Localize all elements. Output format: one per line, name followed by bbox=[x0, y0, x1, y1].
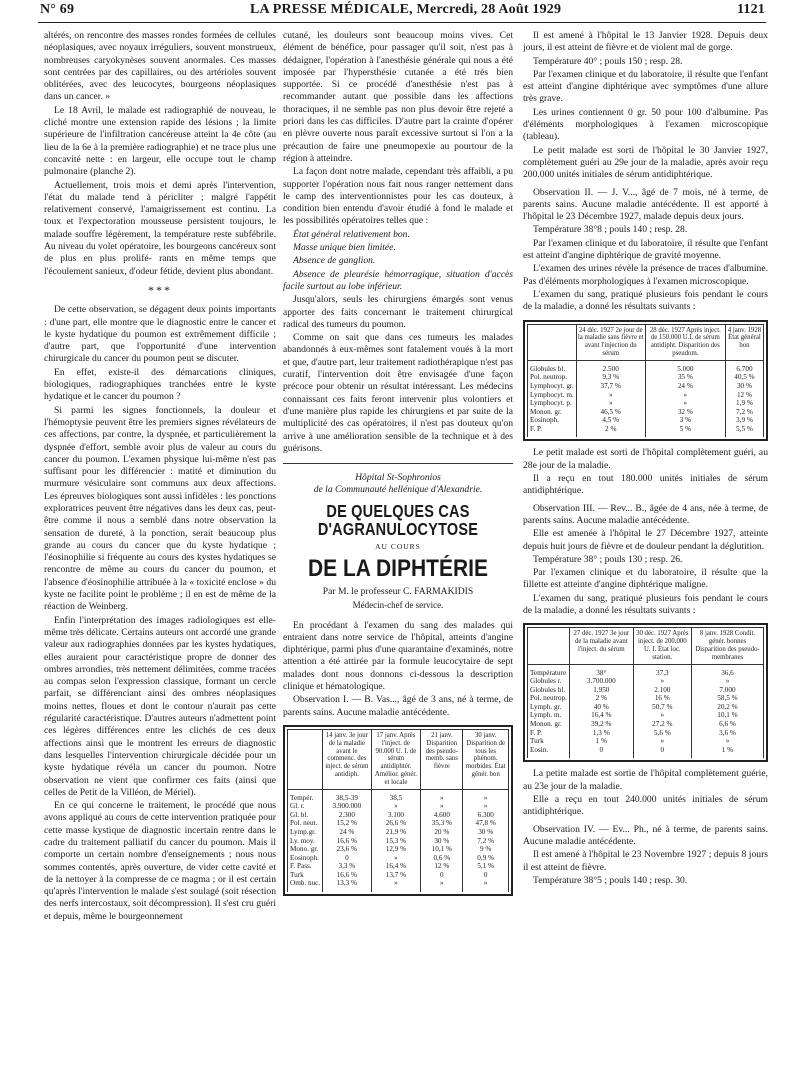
table-cell: 47,8 % bbox=[463, 819, 509, 828]
author-role: Médecin-chef de service. bbox=[352, 600, 444, 611]
table-row bbox=[528, 664, 764, 677]
table-cell: 40 % bbox=[569, 703, 633, 712]
paragraph: La façon dont notre malade, cependant très affaibli, a pu supporter l'opération nous fait nous ranger nettement dans le camp des interventionnistes pour les cas douteux, à condition bien entendu d'avoir étudié à fond le malade et les possibilités opératoires telles que : bbox=[283, 166, 513, 227]
table-cell: 4,5 % bbox=[576, 416, 645, 425]
paragraph: Actuellement, trois mois et demi après l'intervention, l'état du malade tend à péricliter ; malgré l'appétit relativement conservé, l'amaigrissement est continu. La toux et l'expectoration mousseuse persistent toujours, le malade souffre légèrement, la température reste subfébrile. Au niveau du volet opératoire, les bourgeons cancéreux sont de plus en plus prolifé- rants en même temps que l'écoulement sanieux, d'odeur fétide, devient plus abondant. bbox=[44, 179, 276, 277]
table-row bbox=[528, 408, 764, 417]
paragraph: Par l'examen clinique et du laboratoire, il résulte que l'enfant est atteint d'angine diphtérique de gravité moyenne. bbox=[523, 237, 768, 262]
hospital-community: de la Communauté hellénique d'Alexandrie. bbox=[313, 484, 483, 496]
table-row bbox=[528, 694, 764, 703]
table-cell: Turk bbox=[528, 737, 570, 746]
paragraph: Il est amené à l'hôpital le 23 Novembre 1927 ; depuis 8 jours il est atteint de fièvre. bbox=[523, 849, 768, 873]
paragraph: Les urines contiennent 0 gr. 50 pour 100 d'albumine. Pas d'éléments morphologiques à l'examen microscopique (tableau). bbox=[523, 106, 768, 143]
table-cell: Tempér. bbox=[288, 789, 323, 802]
table-header-cell bbox=[528, 628, 570, 664]
blood-table-1 bbox=[283, 725, 513, 896]
table-row bbox=[288, 819, 509, 828]
table-cell: Lymph. m. bbox=[528, 711, 570, 720]
table-cell: 35 % bbox=[645, 373, 725, 382]
list-item: Absence de pleurésie hémorragique, situation d'accès facile surtout au lobe inférieur. bbox=[283, 268, 513, 292]
table-cell: 0 bbox=[323, 854, 371, 863]
table-cell: Ly. moy. bbox=[288, 837, 323, 846]
table-row bbox=[288, 837, 509, 846]
table-row bbox=[288, 828, 509, 837]
table-header-cell: 14 janv. 3e jour de la maladie avant le commenc. des inject. de sérum antidiph. bbox=[323, 729, 371, 789]
table-cell: 1,9 % bbox=[725, 399, 763, 408]
table-cell: 0 bbox=[569, 746, 633, 759]
table-cell: » bbox=[691, 737, 763, 746]
table-cell: 21,9 % bbox=[371, 828, 421, 837]
table-row bbox=[288, 845, 509, 854]
article-title-line-1: DE QUELQUES CAS D'AGRANULOCYTOSE bbox=[317, 502, 479, 540]
table-cell: » bbox=[691, 677, 763, 686]
table-cell: Pol. neut. bbox=[288, 819, 323, 828]
table-cell: 5,6 % bbox=[633, 729, 691, 738]
paragraph: De cette observation, se dégagent deux points importants : d'une part, elle montre que le diagnostic entre le cancer et le kyste hydatique du poumon est extrêmement difficile ; d'autre part, que l'opportunité d'une intervention chirurgicale du cancer du poumon peut se discuter. bbox=[44, 304, 276, 365]
paragraph: L'examen des urines révèle la présence de traces d'albumine. Pas d'éléments morphologiques à l'examen microscopique. bbox=[523, 263, 768, 287]
paragraph: L'examen du sang, pratiqué plusieurs fois pendant le cours de la maladie, a donné les résultats suivants : bbox=[523, 288, 768, 313]
paragraph: Température 40° ; pouls 150 ; resp. 28. bbox=[533, 55, 683, 67]
page-number: 1121 bbox=[736, 2, 765, 17]
table-cell: 24 % bbox=[645, 382, 725, 391]
table-cell: » bbox=[645, 399, 725, 408]
table-cell: Lymphocyt. p. bbox=[528, 399, 577, 408]
table-cell: » bbox=[421, 879, 463, 892]
table-cell: 20,2 % bbox=[691, 703, 763, 712]
table-cell: 30 % bbox=[725, 382, 763, 391]
article-title-line-3: DE LA DIPHTÉRIE bbox=[307, 555, 489, 582]
table-cell: 6.700 bbox=[725, 360, 763, 373]
table-row bbox=[528, 399, 764, 408]
table-row bbox=[528, 720, 764, 729]
table-header-row bbox=[288, 729, 509, 789]
table-cell: 27,2 % bbox=[633, 720, 691, 729]
table-header-row bbox=[528, 628, 764, 664]
table-row bbox=[528, 729, 764, 738]
article-title-line-2: AU COURS bbox=[375, 541, 421, 551]
paragraph: En effet, existe-il des démarcations cliniques, biologiques, radiographiques tranchées entre le kyste hydatique et le cancer du poumon ? bbox=[44, 366, 276, 403]
table-cell: » bbox=[371, 854, 421, 863]
table-cell: » bbox=[633, 677, 691, 686]
table-cell: 3.100 bbox=[371, 811, 421, 820]
header-rule bbox=[38, 22, 766, 23]
paragraph: En procédant à l'examen du sang des malades qui entraient dans notre service de l'hôpital, atteints d'angine diphtérique, parmi plus d'une quarantaine d'examinés, notre attention a été attirée par la formule leucocytaire de sept malades dont nous donnons ci-dessous la description clinique et hématologique. bbox=[283, 619, 513, 693]
table-row bbox=[528, 391, 764, 400]
table-cell: 38,5-39 bbox=[323, 789, 371, 802]
observation-heading: Observation I. — B. Vas..., âgé de 3 ans, né à terme, de parents sains. Aucune maladie antécédente. bbox=[283, 694, 513, 718]
article-author: Par M. le professeur C. FARMAKIDIS bbox=[322, 585, 474, 597]
table-cell: 30 % bbox=[421, 837, 463, 846]
paragraph: Par l'examen clinique et du laboratoire, il résulte que l'enfant est atteint d'angine diphtérique avec symptômes d'une allure très grave. bbox=[523, 68, 768, 105]
paragraph: Comme on sait que dans ces tumeurs les malades abandonnés à eux-mêmes sont fatalement voués à la mort et que, d'autre part, leur traitement radiothérapique n'est pas curatif, l'intervention doit être envisagée d'une façon précoce pour obtenir un résultat intéressant. Les médecins connaissant ces faits feront intervenir plus volontiers et d'une manière plus rapide les chirurgiens et par suite de la multiplicité des cas opératoires, il n'est pas douteux qu'on arrive à une amélioration sensible de la technique et à des guérisons. bbox=[283, 332, 513, 454]
table-cell: 3.700.000 bbox=[569, 677, 633, 686]
table-cell: Omb. nuc. bbox=[288, 879, 323, 892]
table-cell: 36,6 bbox=[691, 664, 763, 677]
table-cell: 2 % bbox=[576, 425, 645, 438]
table-cell: 1.950 bbox=[569, 686, 633, 695]
blood-table-3 bbox=[523, 623, 768, 762]
observation-heading: Observation II. — J. V..., âgé de 7 mois, né à terme, de parents sains. Aucune maladie antécédente. Il est apporté à l'hôpital le 23 Décembre 1927, malade depuis deux jours. bbox=[523, 186, 768, 223]
table-cell: 50,7 % bbox=[633, 703, 691, 712]
table-cell: 1 % bbox=[691, 746, 763, 759]
paragraph: En ce qui concerne le traitement, le procédé que nous avons appliqué au cours de cette intervention pratiquée pour cette masse kystique de diagnostic incertain rentre dans le cadre du traitement palliatif du cancer du poumon. Mais il comporte un certain nombre d'enseignements ; nous nous sommes contentés, après ouverture, de vider cette cavité et de la nettoyer à la compresse de ce magma ; or il est certain qu'après l'intervention le malade s'est soulagé (soit résection des nerfs intercostaux, soit décompression). Il s'est cru guéri et depuis, même le bourgeonnement bbox=[44, 800, 276, 922]
table-cell: 1 % bbox=[569, 737, 633, 746]
table-cell: 5 % bbox=[645, 425, 725, 438]
table-cell: » bbox=[576, 399, 645, 408]
table-row bbox=[288, 854, 509, 863]
table-cell: 6.300 bbox=[463, 811, 509, 820]
separator bbox=[283, 463, 513, 464]
paragraph: Il a reçu en tout 180.000 unités initiales de sérum antidiphtérique. bbox=[523, 473, 768, 497]
table-cell: 12 % bbox=[421, 862, 463, 871]
table-cell: 7.000 bbox=[691, 686, 763, 695]
table-cell: 1,3 % bbox=[569, 729, 633, 738]
table-cell: » bbox=[633, 737, 691, 746]
table-cell: 16,6 % bbox=[323, 837, 371, 846]
table-header-cell: 30 janv. Disparition de tous les phénom. morbides. État génér. bon bbox=[463, 729, 509, 789]
table-cell: 16,4 % bbox=[569, 711, 633, 720]
table-cell: 9,3 % bbox=[576, 373, 645, 382]
table-cell: 6,6 % bbox=[691, 720, 763, 729]
table-cell: 38,5 bbox=[371, 789, 421, 802]
table-cell: 0 bbox=[463, 871, 509, 880]
table-cell: 0 bbox=[633, 746, 691, 759]
table-cell: F. P. bbox=[528, 729, 570, 738]
list-item: État général relativement bon. bbox=[293, 228, 410, 240]
table-row bbox=[528, 382, 764, 391]
table-row bbox=[528, 677, 764, 686]
table-cell: 35,3 % bbox=[421, 819, 463, 828]
table-cell: 37,7 % bbox=[576, 382, 645, 391]
table-cell: Gl. r. bbox=[288, 802, 323, 811]
paragraph: Enfin l'interprétation des images radiologiques est elle-même très délicate. Certains auteurs ont accordé une grande valeur aux radiographies données par les kystes hydatiques, elles auraient pour caractéristique propre de donner des ombres arrondies, très nettement délimitées, comme tracées au compas selon l'expression classique, formant un cercle parfait, se différenciant ainsi des ombres néoplasiques moins nettes, floues et dont le contour n'aurait pas cette régularité caractéristique. D'autres auteurs n'admettent point ces légères différences entre les clichés de ces deux affections ainsi que le montrent les erreurs de diagnostic dans lesquelles l'intervention chirurgicale décidée pour un kyste hydatique révéla un cancer du poumon. Notre observation ne vient que confirmer ces faits (ainsi que celles de Petit de la Villéon, de Mériel). bbox=[44, 614, 276, 798]
table-cell: 16,6 % bbox=[323, 871, 371, 880]
table-cell: » bbox=[371, 879, 421, 892]
paragraph: Température 38°8 ; pouls 140 ; resp. 28. bbox=[533, 224, 688, 236]
table-cell: » bbox=[645, 391, 725, 400]
table-cell: » bbox=[463, 802, 509, 811]
table-row bbox=[288, 789, 509, 802]
paragraph: Il est amené à l'hôpital le 13 Janvier 1928. Depuis deux jours, il est atteint de fièvre et de violent mal de gorge. bbox=[523, 30, 768, 54]
table-cell: 37,3 bbox=[633, 664, 691, 677]
table-header-cell: 17 janv. Après l'inject. de 90.000 U. I. de sérum antidiphtér. Amélior. génér. et locale bbox=[371, 729, 421, 789]
table-cell: 2.300 bbox=[323, 811, 371, 820]
paragraph: Si parmi les signes fonctionnels, la douleur et l'hémoptysie peuvent être les premiers signes révélateurs de ces affections, par contre, la dyspnée, et particulièrement la dyspnée d'effort, semble avoir plus de valeur au cours du cancer du poumon. L'examen physique lui-même n'est pas suffisant pour les différencier : matité et diminution du murmure vésiculaire sont communs aux deux affections. Les épreuves biologiques sont aussi infidèles : les ponctions exploratrices peuvent être négatives dans les deux cas, peut-être comme il nous a semblé dans notre observation la sensation de dureté, à la ponction, serait beaucoup plus grande au cours du cancer que du kyste hydatique ; l'éosinophilie si fréquente au cours des kystes hydatiques se rencontre de même au cours du cancer du poumon, et l'absence d'éosinophilie attribuée à la « toxicité enclose » du kyste ne facilite point le problème ; il en est de même de la réaction de Weinberg. bbox=[44, 404, 276, 613]
table-row bbox=[288, 802, 509, 811]
table-row bbox=[528, 416, 764, 425]
table-cell: Turk bbox=[288, 871, 323, 880]
table-cell: » bbox=[421, 802, 463, 811]
table-row bbox=[288, 862, 509, 871]
table-cell: 30 % bbox=[463, 828, 509, 837]
table-cell: 58,5 % bbox=[691, 694, 763, 703]
table-cell: 3 % bbox=[645, 416, 725, 425]
table-header-cell: 24 déc. 1927 2e jour de la maladie sans fièvre et avant l'injection du sérum bbox=[576, 324, 645, 360]
blood-table-2 bbox=[523, 320, 768, 442]
table-header-cell: 4 janv. 1928 État général bon bbox=[725, 324, 763, 360]
paragraph: Elle a reçu en tout 240.000 unités initiales de sérum antidiphtérique. bbox=[523, 794, 768, 818]
table-cell: 0 bbox=[421, 871, 463, 880]
table-cell: Eosinoph. bbox=[288, 854, 323, 863]
column-3 bbox=[523, 30, 768, 1074]
table-cell: » bbox=[371, 802, 421, 811]
table-cell: 0,9 % bbox=[463, 854, 509, 863]
observation-heading: Observation IV. — Ev... Ph., né à terme, de parents sains. Aucune maladie antécédente. bbox=[523, 823, 768, 847]
table-row bbox=[528, 360, 764, 373]
table-row bbox=[288, 879, 509, 892]
table-cell: 3.900.000 bbox=[323, 802, 371, 811]
table-header-cell: 8 janv. 1928 Condit. génér. bonnes Disparition des pseudo-membranes bbox=[691, 628, 763, 664]
table-cell: 5.000 bbox=[645, 360, 725, 373]
table-cell: 15,3 % bbox=[371, 837, 421, 846]
table-cell: Monon. gr. bbox=[528, 408, 577, 417]
table-cell: 23,6 % bbox=[323, 845, 371, 854]
table-cell: 46,5 % bbox=[576, 408, 645, 417]
table-cell: Eosin. bbox=[528, 746, 570, 759]
table-cell: 9 % bbox=[463, 845, 509, 854]
table-cell: 32 % bbox=[645, 408, 725, 417]
paragraph: La petite malade est sortie de l'hôpital complètement guérie, au 23e jour de la maladie. bbox=[523, 768, 768, 792]
paragraph: Elle est amenée à l'hôpital le 27 Décembre 1927, atteinte depuis huit jours de fièvre et de douleur pendant la déglutition. bbox=[523, 528, 768, 552]
paragraph: Par l'examen clinique et du laboratoire, il résulte que la fillette est atteinte d'angine diphtérique maligne. bbox=[523, 567, 768, 591]
paragraph: altérés, on rencontre des masses rondes formées de cellules néoplasiques, avec noyaux irréguliers, souvent monstrueux, nombreuses caryokynèses souvent anormales. Ces masses sont centrées par des capillaires, ou des artérioles souvent oblitérées, avec des leucocytes, bourgeons néoplasiques dans un cancer. » bbox=[44, 30, 276, 103]
journal-title: LA PRESSE MÉDICALE, Mercredi, 28 Août 1929 bbox=[249, 2, 562, 17]
observation-heading: Observation III. — Rev... B., âgée de 4 ans, née à terme, de parents sains. Aucune maladie antécédente. bbox=[523, 502, 768, 526]
table-cell: 10,1 % bbox=[691, 711, 763, 720]
list-item: Masse unique bien limitée. bbox=[293, 242, 396, 254]
paragraph: Jusqu'alors, seuls les chirurgiens émargés sont venus apporter des faits concernant le traitement chirurgical radical des tumeurs du poumon. bbox=[283, 294, 513, 330]
table-header-row bbox=[528, 324, 764, 360]
table-row bbox=[528, 703, 764, 712]
table-row bbox=[528, 373, 764, 382]
table-cell: Monon. gr. bbox=[528, 720, 570, 729]
table-cell: 7,2 % bbox=[725, 408, 763, 417]
table-cell: 7,2 % bbox=[463, 837, 509, 846]
table-row bbox=[288, 871, 509, 880]
table-cell: » bbox=[463, 789, 509, 802]
paragraph: Température 38°5 ; pouls 140 ; resp. 30. bbox=[533, 874, 688, 886]
paragraph: Le 18 Avril, le malade est radiographié de nouveau, le cliché montre une extension rapide des lésions ; la limite supérieure de l'infiltration cancéreuse atteint la 4e côte (au lieu de la 6e à la première radiographie) et ne trace plus une concavité nette : en largeur, elle occupe tout le champ pulmonaire (planche 2). bbox=[44, 104, 276, 178]
table-cell: 13,7 % bbox=[371, 871, 421, 880]
table-cell: » bbox=[463, 879, 509, 892]
table-cell: 2.100 bbox=[633, 686, 691, 695]
table-cell: 13,3 % bbox=[323, 879, 371, 892]
section-divider-stars: *** bbox=[148, 282, 172, 297]
paragraph: cutané, les douleurs sont beaucoup moins vives. Cet élément de bénéfice, pour passager qu'il soit, n'est pas à dédaigner, l'opération à l'anesthésie générale qui nous a été imposée par l'hypersthésie cutanée a été très bien supportée. Si ce procédé d'anesthésie n'est pas à recommander autant que possible dans les affections thoraciques, il ne semble pas non plus devoir être rejeté a priori dans les cas difficiles. D'autre part la crainte d'opérer en plèvre ouverte nous paraît excessive surtout si l'on a la précaution de faire une pneumopexie au pourtour de la région à atteindre. bbox=[283, 30, 513, 164]
table-cell: 24 % bbox=[323, 828, 371, 837]
table-cell: 0,6 % bbox=[421, 854, 463, 863]
table-row bbox=[528, 425, 764, 438]
table-cell: 5,1 % bbox=[463, 862, 509, 871]
table-cell: » bbox=[421, 789, 463, 802]
table-cell: Pol. neutrop. bbox=[528, 373, 577, 382]
table-cell: F. Pass. bbox=[288, 862, 323, 871]
table-cell: 20 % bbox=[421, 828, 463, 837]
table-cell: Température bbox=[528, 664, 570, 677]
table-cell: 3,3 % bbox=[323, 862, 371, 871]
table-header-cell: 28 déc. 1927 Après inject. de 150.000 U.I. de sérum antidipht. Disparition des pseudom. bbox=[645, 324, 725, 360]
column-2 bbox=[283, 30, 513, 1074]
table-row bbox=[528, 746, 764, 759]
table-cell: Gl. bl. bbox=[288, 811, 323, 820]
table-cell: F. P. bbox=[528, 425, 577, 438]
table-header-cell: 27 déc. 1927 3e jour de la maladie avant l'inject. du sérum bbox=[569, 628, 633, 664]
table-cell: 2.500 bbox=[576, 360, 645, 373]
table-cell: 2 % bbox=[569, 694, 633, 703]
table-cell: 10,1 % bbox=[421, 845, 463, 854]
table-header-cell: 21 janv. Disparition des pseudo-memb. sans fièvre bbox=[421, 729, 463, 789]
table-cell: Mono. gr. bbox=[288, 845, 323, 854]
column-1 bbox=[44, 30, 276, 1074]
list-item: Absence de ganglion. bbox=[293, 255, 376, 267]
table-cell: 4.600 bbox=[421, 811, 463, 820]
table-cell: 16,4 % bbox=[371, 862, 421, 871]
paragraph: Le petit malade est sorti de l'hôpital le 30 Janvier 1927, complètement guéri au 29e jour de la maladie, après avoir reçu 200.000 unités initiales de sérum antidiphtérique. bbox=[523, 144, 768, 181]
paragraph: Le petit malade est sorti de l'hôpital complètement guéri, au 28e jour de la maladie. bbox=[523, 447, 768, 471]
hospital-name: Hôpital St-Sophronios bbox=[355, 472, 441, 484]
table-cell: 12 % bbox=[725, 391, 763, 400]
table-cell: 16 % bbox=[633, 694, 691, 703]
table-cell: 38° bbox=[569, 664, 633, 677]
table-cell: » bbox=[633, 711, 691, 720]
table-cell: Globules bl. bbox=[528, 686, 570, 695]
table-row bbox=[528, 711, 764, 720]
table-header-cell bbox=[528, 324, 577, 360]
table-header-cell bbox=[288, 729, 323, 789]
table-header-cell: 30 déc. 1927 Après inject. de 200.000 U. I. État loc. station. bbox=[633, 628, 691, 664]
table-cell: Lymphocyt. m. bbox=[528, 391, 577, 400]
table-cell: Lymphocyt. gr. bbox=[528, 382, 577, 391]
table-cell: Eosinoph. bbox=[528, 416, 577, 425]
table-cell: 15,2 % bbox=[323, 819, 371, 828]
table-cell: Globules bl. bbox=[528, 360, 577, 373]
table-cell: » bbox=[576, 391, 645, 400]
table-cell: Lymp.gr. bbox=[288, 828, 323, 837]
table-row bbox=[288, 811, 509, 820]
table-cell: 40,5 % bbox=[725, 373, 763, 382]
table-cell: Lymph. gr. bbox=[528, 703, 570, 712]
table-cell: Pol. neutrop. bbox=[528, 694, 570, 703]
paragraph: Température 38° ; pouls 130 ; resp. 26. bbox=[533, 553, 683, 565]
paragraph: L'examen du sang, pratiqué plusieurs fois pendant le cours de la maladie, a donné les résultats suivants : bbox=[523, 592, 768, 617]
table-cell: 5,5 % bbox=[725, 425, 763, 438]
table-row bbox=[528, 737, 764, 746]
table-cell: 12,9 % bbox=[371, 845, 421, 854]
table-row bbox=[528, 686, 764, 695]
table-cell: 39,2 % bbox=[569, 720, 633, 729]
table-cell: Globules r. bbox=[528, 677, 570, 686]
issue-number: N° 69 bbox=[40, 2, 75, 17]
running-header bbox=[40, 2, 765, 24]
table-cell: 3,6 % bbox=[691, 729, 763, 738]
table-cell: 3,9 % bbox=[725, 416, 763, 425]
table-cell: 26,6 % bbox=[371, 819, 421, 828]
